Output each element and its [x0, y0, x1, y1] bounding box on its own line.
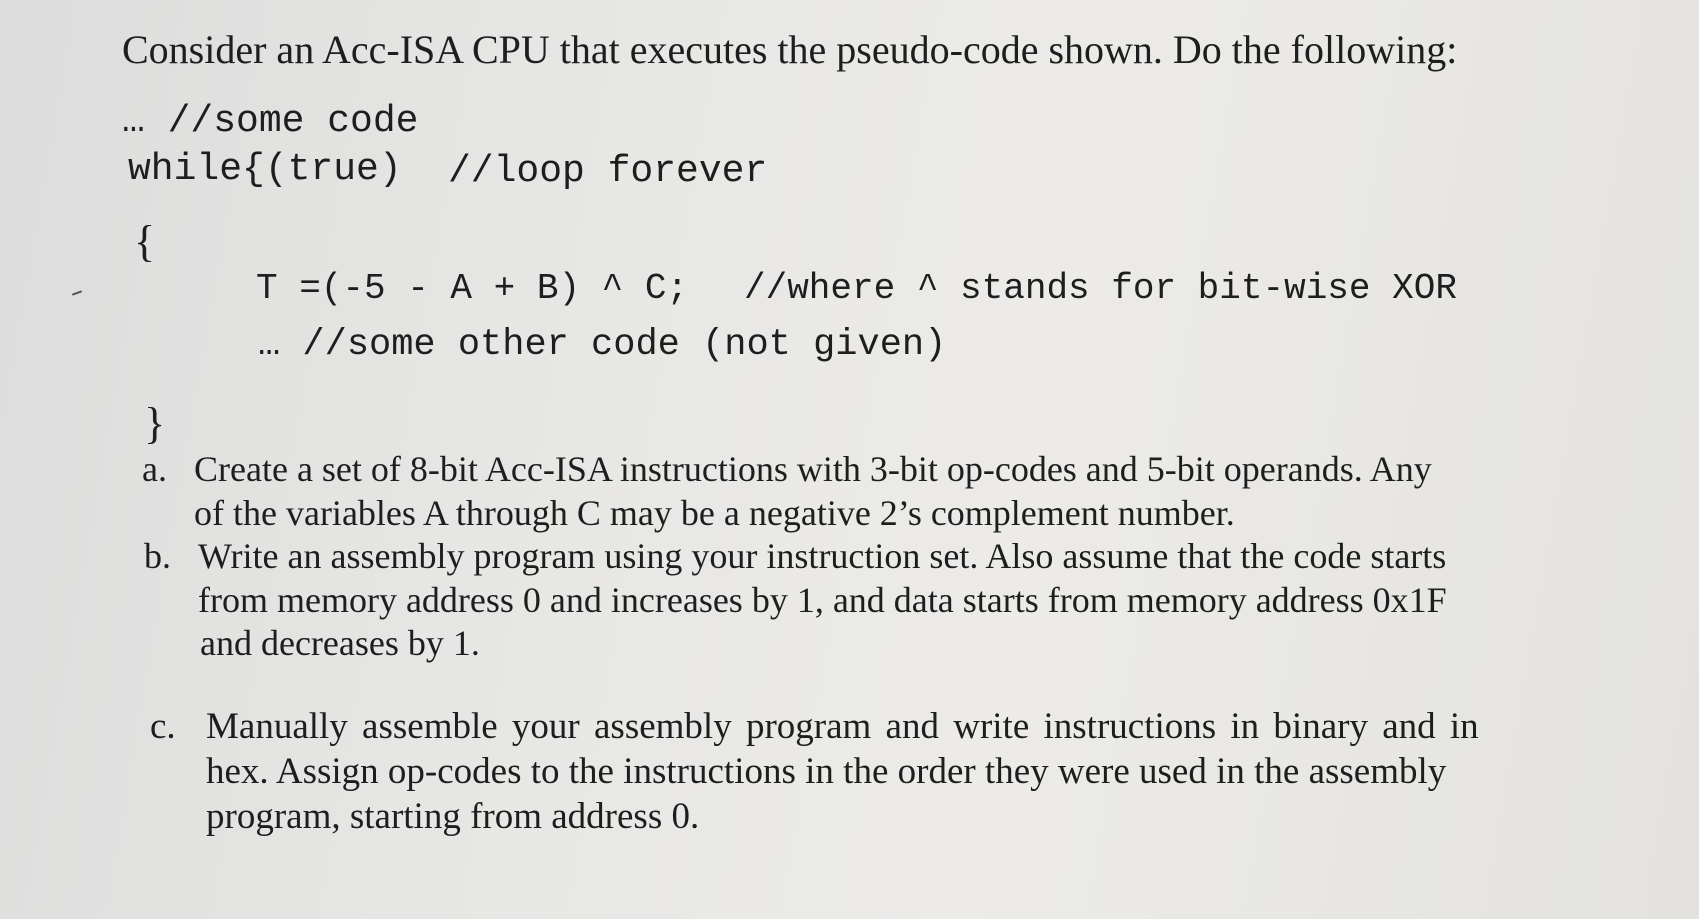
margin-mark — [72, 290, 82, 295]
part-b-line-2: from memory address 0 and increases by 1, and data starts from memory address 0x1F — [198, 580, 1447, 620]
part-c-line-3: program, starting from address 0. — [206, 796, 700, 837]
code-line-expression: T =(-5 - A + B) ^ C; — [256, 268, 689, 309]
part-c-label: c. — [150, 706, 176, 747]
part-b-line-1: Write an assembly program using your instruction set. Also assume that the code starts — [198, 536, 1447, 576]
part-b-line-3: and decreases by 1. — [200, 623, 480, 663]
code-open-brace: { — [134, 217, 156, 266]
part-a-line-2: of the variables A through C may be a negative 2’s complement number. — [194, 493, 1235, 533]
code-line-while: while{(true) — [128, 148, 402, 191]
code-line-some-code: … //some code — [122, 100, 419, 143]
code-line-other-code: … //some other code (not given) — [258, 324, 947, 366]
part-a-label: a. — [142, 449, 167, 489]
part-c-line-1: Manually assemble your assembly program and write instructions in binary and in — [206, 706, 1479, 747]
question-intro: Consider an Acc-ISA CPU that executes the pseudo-code shown. Do the following: — [122, 27, 1458, 72]
code-comment-loop-forever: //loop forever — [448, 150, 768, 193]
part-a-text-1: Create a set of 8-bit Acc-ISA instructions with 3-bit op-codes and 5-bit operands. Any — [194, 449, 1432, 489]
code-close-brace: } — [144, 399, 166, 448]
code-comment-xor: //where ^ stands for bit-wise XOR — [744, 268, 1457, 309]
part-b-label: b. — [144, 536, 171, 576]
part-c-line-2: hex. Assign op-codes to the instructions in the order they were used in the assembly — [206, 751, 1447, 792]
part-a-line-1 — [194, 448, 1440, 490]
